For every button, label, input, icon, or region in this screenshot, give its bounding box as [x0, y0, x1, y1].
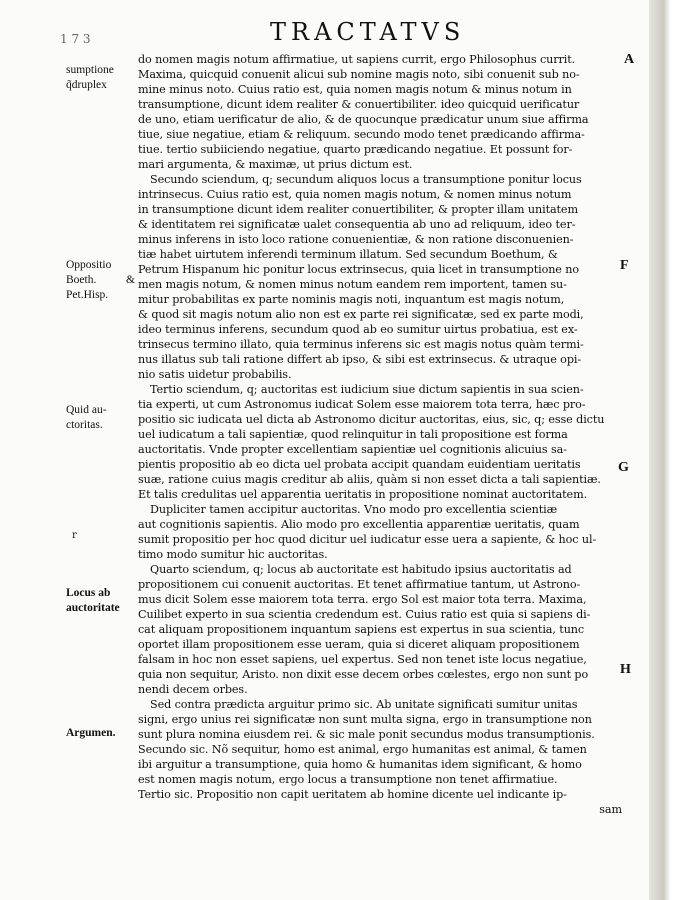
text-line: nendi decem orbes. [138, 683, 248, 696]
catchword: sam [599, 803, 622, 816]
marginal-note-quid-auctoritas-2: ctoritas. [66, 419, 103, 431]
text-line: nus illatus sub tali ratione differt ab ipso, & sibi est extrinsecus. & utraque opi- [138, 353, 582, 366]
marginal-note-auctoritate: auctoritate [66, 602, 120, 614]
text-line: aut cognitionis sapientis. Alio modo pro excellentia apparentiæ ueritatis, quam [138, 518, 580, 531]
text-line: & identitatem rei significatæ ualet consequentia ab uno ad reliquum, ideo ter- [138, 218, 576, 231]
text-line: quia non sequitur, Aristo. non dixit esse decem orbes cœlestes, ergo non sunt po [138, 668, 589, 681]
marginal-note-argumen: Argumen. [66, 727, 116, 739]
text-line: de uno, etiam uerificatur de alio, & de quocunque prædicatur unum siue affirma [138, 113, 589, 126]
text-line: in transumptione dicunt idem realiter conuertibiliter, & propter illam unitatem [138, 203, 578, 216]
text-line: Sed contra prædicta arguitur primo sic. Ab unitate significati sumitur unitas [150, 698, 578, 711]
text-line: auctoritatis. Vnde propter excellentiam sapientiæ uel cognitionis alicuius sa- [138, 443, 567, 456]
text-line: intrinsecus. Cuius ratio est, quia nomen magis notum, & nomen minus notum [138, 188, 572, 201]
text-line: mus dicit Solem esse maiorem tota terra. ergo Sol est maior tota terra. Maxima, [138, 593, 587, 606]
text-line: men magis notum, & nomen minus notum eandem rem importent, tamen su- [138, 278, 567, 291]
text-line: timo modo sumitur hic auctoritas. [138, 548, 328, 561]
text-line: & quod sit magis notum alio non est ex parte rei significatæ, sed ex parte modi, [138, 308, 584, 321]
marginal-note-quid-auctoritas-1: Quid au- [66, 404, 107, 416]
text-line: minus inferens in isto loco ratione conuenientiæ, & non ratione disconuenien- [138, 233, 574, 246]
main-text-column [138, 52, 630, 817]
text-line: Et talis credulitas uel apparentia ueritatis in propositione nominat auctoritatem. [138, 488, 588, 501]
text-line: tiue. tertio subiiciendo negatiue, quarto prædicando negatiue. Et possunt for- [138, 143, 573, 156]
margin-letter-h: H [620, 662, 631, 677]
text-line: transumptione, dicunt idem realiter & conuertibiliter. ideo quicquid uerificatur [138, 98, 580, 111]
text-line: ideo terminus inferens, secundum quod ab eo sumitur uirtus probatiua, est ex- [138, 323, 578, 336]
marginal-ampersand: & [126, 274, 135, 286]
text-line: positio sic iudicata uel dicta ab Astronomo dicitur auctoritas, eius, sic, q; esse dictu [138, 413, 605, 426]
text-line: ibi arguitur a transumptione, quia homo & humanitas idem significant, & homo [138, 758, 582, 771]
text-line: nio satis uidetur probabilis. [138, 368, 292, 381]
text-line: Dupliciter tamen accipitur auctoritas. Vno modo pro excellentia scientiæ [150, 503, 558, 516]
text-line: Quarto sciendum, q; locus ab auctoritate est habitudo ipsius auctoritatis ad [150, 563, 572, 576]
text-line: mari argumenta, & maximæ, ut prius dictum est. [138, 158, 413, 171]
page-gutter-edge [649, 0, 685, 900]
text-line: trinsecus termino illato, quia terminus inferens sic est magis notus quàm termi- [138, 338, 584, 351]
text-line: oportet illam propositionem esse ueram, quia si diceret aliquam propositionem [138, 638, 580, 651]
margin-letter-f: F [620, 258, 629, 273]
margin-letter-a: A [624, 52, 635, 67]
marginal-note-boeth: Boeth. [66, 274, 97, 286]
text-line: tia experti, ut cum Astronomus iudicat Solem esse maiorem tota terra, hæc pro- [138, 398, 586, 411]
marginal-note-locus-ab: Locus ab [66, 587, 111, 599]
folio-number: 1 7 3 [60, 32, 91, 46]
text-line: tiæ habet uirtutem inferendi terminum illatum. Sed secundum Boethum, & [138, 248, 558, 261]
text-line: tiue, siue negatiue, etiam & reliquum. secundo modo tenet prædicando affirma- [138, 128, 585, 141]
page-header [60, 10, 620, 50]
text-line: propositionem cui conuenit auctoritas. Et tenet affirmatiue tantum, ut Astrono- [138, 578, 581, 591]
marginal-note-sumptione: sumptione [66, 64, 114, 76]
text-line: mitur probabilitas ex parte nominis magis noti, inquantum est magis notum, [138, 293, 565, 306]
text-line: est nomen magis notum, ergo locus a transumptione non tenet affirmatiue. [138, 773, 558, 786]
text-line: Maxima, quicquid conuenit alicui sub nomine magis noto, sibi conuenit sub no- [138, 68, 580, 81]
text-line: do nomen magis notum affirmatiue, ut sapiens currit, ergo Philosophus currit. [138, 53, 576, 66]
text-line: uel iudicatum a tali sapientiæ, quod relinquitur in tali propositione est forma [138, 428, 568, 441]
marginal-note-qdruplex: q̃druplex [66, 79, 107, 91]
text-line: Petrum Hispanum hic ponitur locus extrinsecus, quia licet in transumptione no [138, 263, 580, 276]
text-line: mine minus noto. Cuius ratio est, quia nomen magis notum & minus notum in [138, 83, 572, 96]
text-line: pientis propositio ab eo dicta uel probata accipit quandam euidentiam ueritatis [138, 458, 581, 471]
text-line: Cuilibet experto in sua scientia credendum est. Cuius ratio est quia si sapiens di- [138, 608, 591, 621]
text-line: Tertio sciendum, q; auctoritas est iudicium siue dictum sapientis in sua scien- [150, 383, 584, 396]
text-line: Secundo sciendum, q; secundum aliquos locus a transumptione ponitur locus [150, 173, 582, 186]
text-line: cat aliquam propositionem inquantum sapiens est expertus in sua scientia, tunc [138, 623, 585, 636]
text-line: Secundo sic. Nõ sequitur, homo est animal, ergo humanitas est animal, & tamen [138, 743, 587, 756]
margin-letter-g: G [618, 460, 629, 475]
running-title: TRACTATVS [270, 18, 466, 46]
marginal-note-pet-hisp: Pet.Hisp. [66, 289, 109, 301]
marginal-tick-mark: r [72, 530, 77, 541]
text-line: Tertio sic. Propositio non capit ueritatem ab homine dicente uel indicante ip- [138, 788, 567, 801]
text-line: falsam in hoc non esset sapiens, uel expertus. Sed non tenet iste locus negatiue, [138, 653, 587, 666]
text-line: sunt plura nomina eiusdem rei. & sic male ponit secundus modus transumptionis. [138, 728, 595, 741]
text-line: suæ, ratione cuius magis creditur ab aliis, quàm si non esset dicta a tali sapientiæ. [138, 473, 601, 486]
marginal-note-oppositio: Oppositio [66, 259, 112, 271]
text-line: signi, ergo unius rei significatæ non sunt multa signa, ergo in transumptione non [138, 713, 592, 726]
text-line: sumit propositio per hoc quod dicitur uel iudicatur esse uera a sapiente, & hoc ul- [138, 533, 597, 546]
